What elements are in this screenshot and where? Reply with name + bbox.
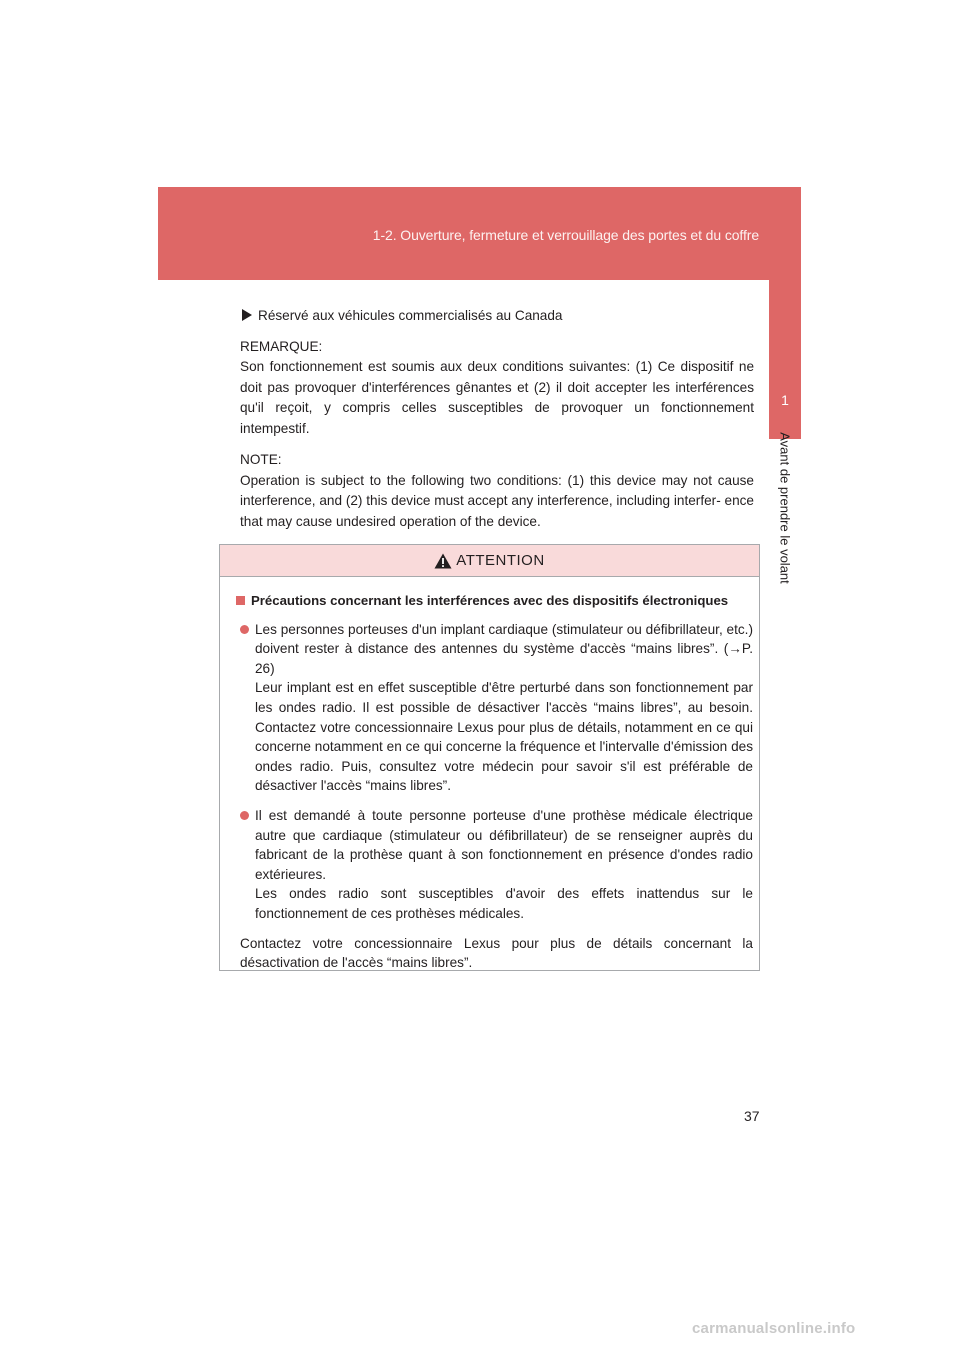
chapter-label: Avant de prendre le volant	[777, 432, 793, 584]
bullet-paragraph: Leur implant est en effet susceptible d'être perturbé dans son fonctionnement par les ondes radio. Il est possible de désactiver l'accès “mains libres”, au besoin. Contactez votre concessionnaire Lexus pour plus de détails, notamment en ce qui concerne notamment en ce qui concerne la fréquence et l'intervalle d'émission des ondes radio. Puis, consultez votre médecin pour savoir s'il est préférable de désactiver l'accès “mains libres”.	[255, 680, 753, 794]
remarque-paragraph	[240, 337, 754, 440]
list-item-text	[255, 806, 753, 924]
list-item	[240, 806, 753, 924]
remarque-text: Son fonctionnement est soumis aux deux conditions suivantes: (1) Ce dispositif ne doit pas provoquer d'interférences gênantes et (2) il doit accepter les interférences qu'il reçoit, y compris celles susceptibles de provoquer un fonctionnement intempestif.	[240, 359, 754, 436]
bullet-paragraph: Les ondes radio sont susceptibles d'avoir des effets inattendus sur le fonctionnement de ces prothèses médicales.	[255, 886, 753, 921]
remarque-heading: REMARQUE:	[240, 338, 323, 354]
canada-notice-text: Réservé aux véhicules commercialisés au Canada	[258, 308, 563, 323]
bullet-dot-icon	[240, 811, 249, 820]
note-heading: NOTE:	[240, 452, 282, 467]
precautions-heading-text: Précautions concernant les interférences avec des dispositifs électroniques	[251, 593, 729, 608]
list-item-text	[255, 620, 753, 796]
arrow-right-icon	[242, 309, 252, 321]
precautions-heading	[236, 591, 753, 611]
list-item	[240, 620, 753, 796]
bullet-paragraph: Il est demandé à toute personne porteuse d'une prothèse médicale électrique autre que cardiaque (stimulateur ou défibrillateur) de se renseigner auprès du fabricant de la prothèse quant à son fonctionnement en présence d'ondes radio extérieures.	[255, 807, 753, 882]
watermark: carmanualsonline.info	[692, 1320, 856, 1337]
note-text: Operation is subject to the following two conditions: (1) this device may not cause interference, and (2) this device must accept any interference, including interfer- ence that may cause undesired operation of the device.	[240, 472, 754, 529]
bullet-dot-icon	[240, 625, 249, 634]
attention-box	[219, 544, 760, 971]
bullet-paragraph: Les personnes porteuses d'un implant cardiaque (stimulateur ou défibrillateur, etc.) doivent rester à distance des antennes du système d'accès “mains libres”. (→P. 26)	[255, 621, 753, 676]
note-paragraph	[240, 450, 754, 532]
attention-body	[220, 577, 759, 973]
square-bullet-icon	[236, 596, 245, 605]
canada-notice	[240, 306, 754, 327]
section-title: 1-2. Ouverture, fermeture et verrouillage des portes et du coffre	[372, 227, 759, 243]
attention-title: ATTENTION	[456, 552, 545, 569]
chapter-number: 1	[781, 392, 789, 408]
closing-paragraph: Contactez votre concessionnaire Lexus pour plus de détails concernant la désactivation de l'accès “mains libres”.	[240, 935, 753, 971]
chapter-tab	[769, 187, 801, 439]
intro-content	[240, 306, 754, 543]
attention-header	[220, 545, 759, 577]
section-header-band	[158, 187, 801, 280]
page-number: 37	[744, 1108, 760, 1124]
warning-icon	[434, 553, 452, 569]
